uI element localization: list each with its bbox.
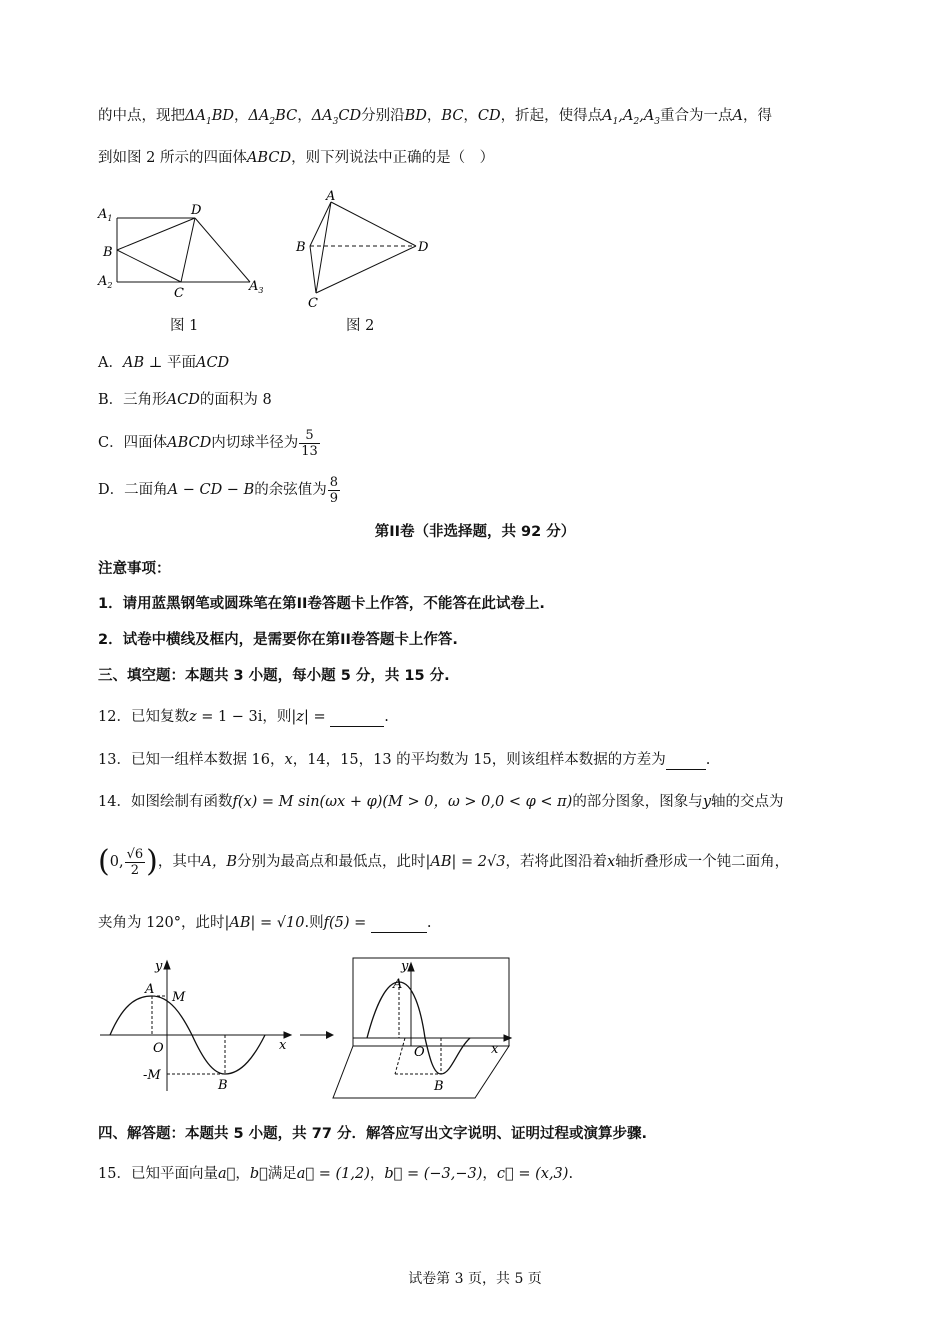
graph-sine-folded: [325, 950, 525, 1105]
label-y: y: [401, 959, 409, 974]
answer-blank-13: [666, 755, 706, 770]
label-b: B: [434, 1079, 444, 1094]
question-14-line1: 14．如图绘制有函数f(x) = M sin(ωx + φ)(M > 0，ω > 0,0 < φ < π)的部分图象，图象与y轴的交点为: [98, 794, 784, 810]
figure-1-caption: 图 1: [170, 318, 199, 334]
page-footer: 试卷第 3 页，共 5 页: [408, 1271, 542, 1287]
answer-blank-14: [371, 918, 427, 933]
label-m: M: [172, 990, 186, 1005]
vertical-plane: [353, 958, 509, 1046]
label-x: x: [279, 1038, 287, 1053]
tri-a3cd: $\Delta A_3CD$: [311, 108, 362, 127]
x-axis-arrow: [504, 1035, 511, 1041]
answer-blank-12: [330, 712, 384, 727]
tri-a1bd: $\Delta A_1BD$: [185, 108, 234, 127]
section-2-title: 第II卷（非选择题，共 92 分）: [374, 524, 576, 540]
question-14-line3: 夹角为 120°，此时|AB| = √10.则f(5) = .: [98, 915, 432, 931]
label-c: C: [308, 296, 318, 311]
fraction-5-13: $\frac{5}{13}$: [301, 427, 318, 459]
question-13: 13．已知一组样本数据 16，x，14，15，13 的平均数为 15，则该组样本数据的方差为 .: [98, 752, 711, 768]
label-a3: $A_3$: [249, 279, 264, 295]
label-o: O: [153, 1041, 164, 1056]
option-d: D．二面角A − CD − B的余弦值为 $\frac{8}{9}$: [98, 474, 339, 506]
label-y: y: [155, 959, 163, 974]
q11-line2: 到如图 2 所示的四面体ABCD，则下列说法中正确的是（ ）: [98, 150, 495, 166]
label-a: A: [326, 189, 336, 204]
label-b: B: [218, 1078, 228, 1093]
label-a1: $A_1$: [98, 207, 113, 223]
option-b: B．三角形ACD的面积为 8: [98, 392, 272, 408]
label-o: O: [414, 1045, 425, 1060]
edge-b-d: [117, 218, 195, 250]
question-12: 12．已知复数z = 1 − 3i，则|z| = .: [98, 709, 389, 725]
figure-2-caption: 图 2: [346, 318, 375, 334]
label-d: D: [191, 203, 202, 218]
label-b: B: [103, 245, 113, 260]
label-a: A: [393, 977, 403, 992]
edge-d-c: [181, 218, 195, 282]
fraction-8-9: $\frac{8}{9}$: [329, 474, 339, 506]
label-neg-m: -M: [143, 1068, 161, 1083]
label-b: B: [296, 240, 306, 255]
graph-sine-flat: [95, 955, 295, 1095]
question-15: 15．已知平面向量a⃗，b⃗满足a⃗ = (1,2)，b⃗ = (−3,−3)，c⃗ = (x,3).: [98, 1166, 574, 1182]
label-a2: $A_2$: [98, 274, 113, 290]
part-4-heading: 四、解答题：本题共 5 小题，共 77 分．解答应写出文字说明、证明过程或演算步骤.: [98, 1126, 647, 1142]
figure-2-tetrahedron-diagram: [290, 185, 440, 315]
label-d: D: [418, 240, 429, 255]
edge-c-d: [316, 246, 416, 293]
question-14-line2: (0, $\frac{√6}{2}$ )，其中A，B分别为最高点和最低点，此时|AB| = 2√3，若将此图沿着x轴折叠形成一个钝二面角，: [98, 844, 790, 879]
fraction-sqrt6-2: $\frac{√6}{2}$: [126, 846, 144, 878]
label-c: C: [174, 286, 184, 301]
q11-line1: 的中点，现把$\Delta A_1BD$，$\Delta A_2BC$，$\Delta A_3CD$分别沿BD，BC，CD，折起，使得点$A_1,A_2,A_3$重合为一点A，得: [98, 108, 773, 127]
option-a: A．AB ⊥ 平面ACD: [98, 355, 230, 371]
option-c: C．四面体ABCD内切球半径为 $\frac{5}{13}$: [98, 427, 318, 459]
tri-a2bc: $\Delta A_2BC$: [248, 108, 298, 127]
edge-d-a3: [195, 218, 250, 282]
notice-2: 2．试卷中横线及框内，是需要你在第II卷答题卡上作答.: [98, 632, 458, 648]
label-x: x: [491, 1042, 499, 1057]
part-3-heading: 三、填空题：本题共 3 小题，每小题 5 分，共 15 分.: [98, 668, 450, 684]
edge-b-c: [310, 246, 316, 293]
edge-a-d: [331, 202, 416, 246]
notice-heading: 注意事项：: [98, 561, 171, 577]
y-axis-arrow: [408, 963, 414, 971]
edge-a-c: [316, 202, 331, 293]
y-axis-arrow: [164, 961, 170, 969]
figure-1-rectangle-diagram: [95, 195, 275, 310]
notice-1: 1．请用蓝黑钢笔或圆珠笔在第II卷答题卡上作答，不能答在此试卷上.: [98, 596, 545, 612]
label-a: A: [145, 982, 155, 997]
edge-b-c: [117, 250, 181, 282]
